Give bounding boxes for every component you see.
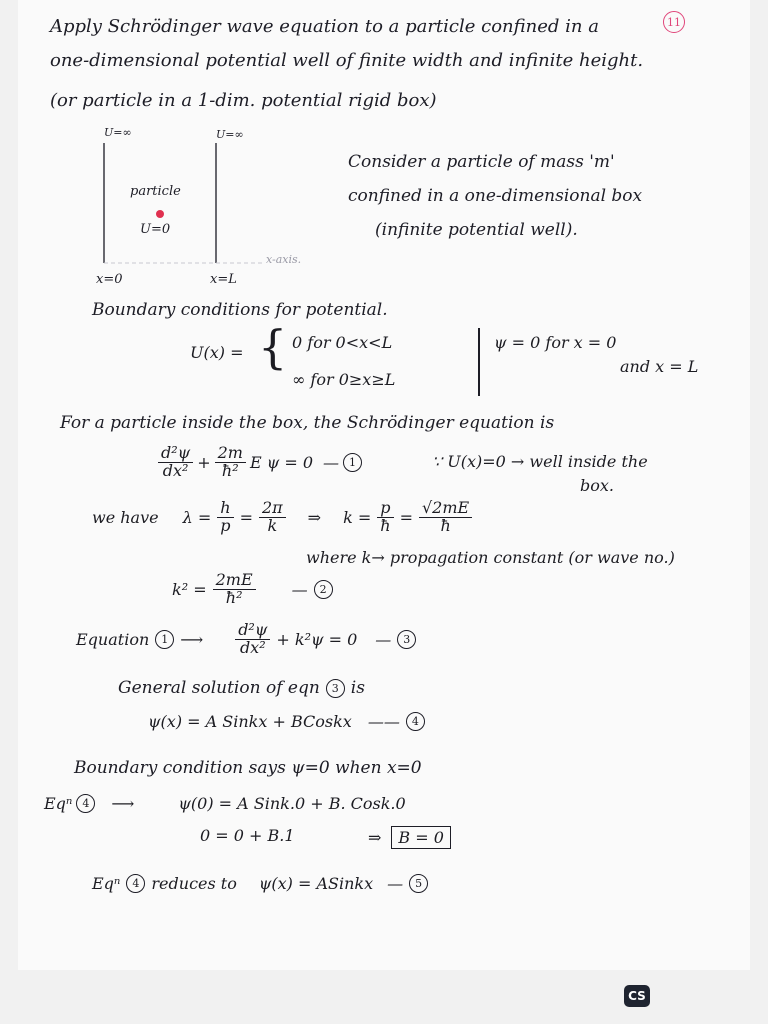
page-number: 11	[663, 11, 685, 33]
piecewise-brace: {	[258, 320, 288, 374]
title-line-2: one-dimensional potential well of finite width and infinite height.	[50, 50, 644, 71]
x-l-label: x=L	[210, 272, 237, 287]
de-broglie-relation: we have λ = $\frac{h}{p}$ = $\frac{2\pi}{k}$ ⇒ k = $\frac{p}{ħ}$ = $\frac{√2mE}{ħ}$	[92, 500, 472, 535]
equation-label-3: 3	[397, 630, 416, 649]
potential-note-1: ∵ U(x)=0 → well inside the	[432, 452, 648, 471]
equation-4: ψ(x) = A Sinkx + BCoskx —— 4	[148, 712, 425, 731]
title-line-3: (or particle in a 1-dim. potential rigid box)	[50, 90, 437, 111]
u-of-x-lhs: U(x) =	[190, 343, 244, 362]
potential-note-2: box.	[580, 476, 614, 495]
boundary-divider	[478, 328, 480, 396]
intro-line-1: Consider a particle of mass 'm'	[348, 152, 615, 172]
particle-label: particle	[130, 184, 181, 199]
potential-well-figure	[60, 125, 360, 280]
x-axis-label: x-axis.	[266, 253, 302, 266]
intro-line-2: confined in a one-dimensional box	[348, 186, 643, 206]
equation-label-1: 1	[343, 453, 362, 472]
equation-5-row: Eqⁿ 4 reduces to ψ(x) = ASinkx — 5	[92, 874, 428, 893]
u-right-label: U=∞	[216, 128, 244, 141]
equation-label-2: 2	[314, 580, 333, 599]
coefficient-fraction: $\frac{2m}{\text{ħ²}}$	[215, 445, 246, 480]
psi-condition-2: and x = L	[620, 357, 699, 376]
particle-dot	[156, 210, 164, 218]
camscanner-badge: CS	[624, 985, 650, 1007]
u-inside-label: U=0	[140, 222, 171, 237]
b-equals-zero-box: B = 0	[391, 826, 451, 849]
equation-2: k² = $\frac{2mE}{\text{ħ²}}$ — 2	[172, 572, 333, 607]
psi-condition-1: ψ = 0 for x = 0	[494, 333, 617, 352]
intro-line-3: (infinite potential well).	[375, 220, 578, 240]
propagation-constant-note: where k→ propagation constant (or wave no.)	[306, 548, 675, 567]
equation-label-5: 5	[409, 874, 428, 893]
second-derivative: $\frac{\text{d²ψ}}{\text{dx²}}$	[158, 445, 193, 480]
schrodinger-equation: $\frac{\text{d²ψ}}{\text{dx²}}$ + $\frac{2m}{\text{ħ²}}$ E ψ = 0 — 1	[158, 445, 362, 480]
equation-3: Equation 1 ⟶ $\frac{\text{d²ψ}}{\text{dx²}}$ + k²ψ = 0 — 3	[76, 622, 416, 657]
substitution-row: Eqⁿ 4 ⟶ ψ(0) = A Sink.0 + B. Cosk.0	[44, 794, 406, 813]
title-line-1: Apply Schrödinger wave equation to a particle confined in a	[50, 16, 599, 37]
equation-label-4: 4	[406, 712, 425, 731]
schrodinger-intro: For a particle inside the box, the Schrödinger equation is	[60, 413, 555, 433]
u-left-label: U=∞	[104, 126, 132, 139]
potential-case-1: 0 for 0<x<L	[292, 333, 393, 352]
x-zero-label: x=0	[96, 272, 123, 287]
boundary-heading: Boundary conditions for potential.	[92, 300, 388, 320]
b-equals-zero: ⇒ B = 0	[368, 826, 451, 849]
substitution-result: 0 = 0 + B.1	[200, 826, 295, 845]
potential-case-2: ∞ for 0≥x≥L	[292, 370, 396, 389]
general-solution-text: General solution of eqn 3 is	[118, 678, 365, 698]
boundary-condition-says: Boundary condition says ψ=0 when x=0	[74, 758, 422, 778]
